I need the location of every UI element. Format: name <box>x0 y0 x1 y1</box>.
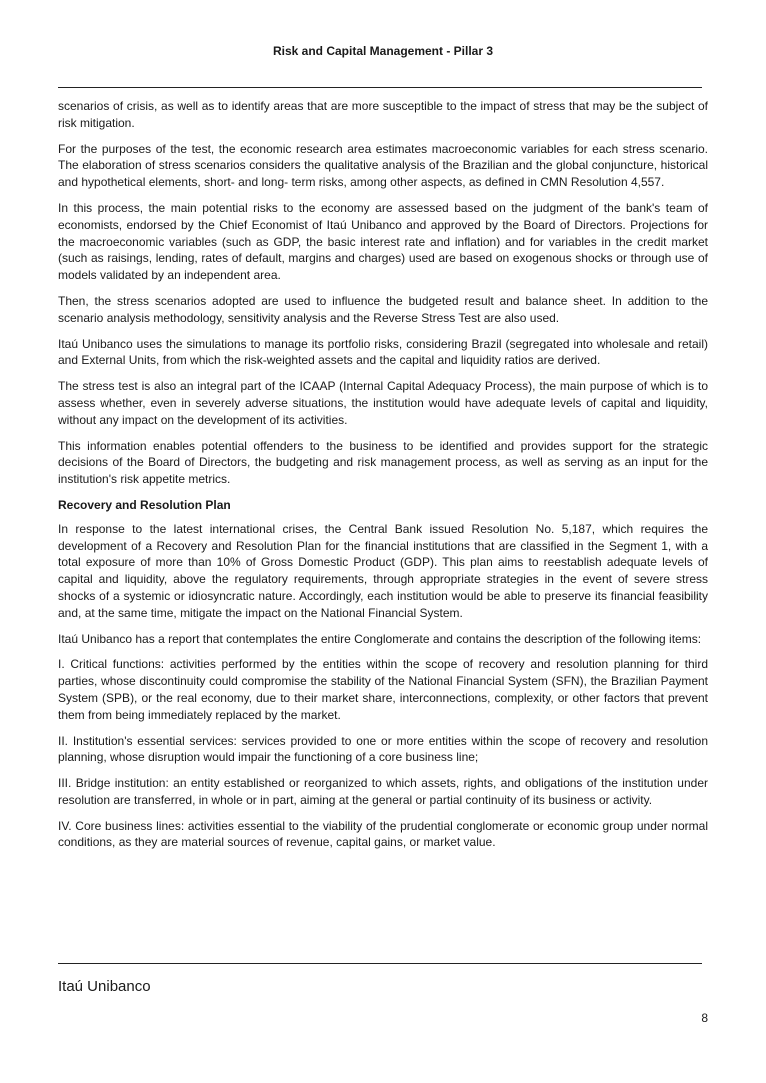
header-divider <box>58 87 702 88</box>
page-number: 8 <box>701 1011 708 1025</box>
footer-divider <box>58 963 702 964</box>
body-paragraph: For the purposes of the test, the economic research area estimates macroeconomic variables for each stress scenario. The elaboration of stress scenarios considers the qualitative analysis of the Brazilian and the global conjuncture, historical and hypothetical elements, short- and long- term risks, among other aspects, as defined in CMN Resolution 4,557. <box>58 141 708 190</box>
body-paragraph: Then, the stress scenarios adopted are used to influence the budgeted result and balance sheet. In addition to the scenario analysis methodology, sensitivity analysis and the Reverse Stress Test are also used. <box>58 293 708 325</box>
body-paragraph: scenarios of crisis, as well as to identify areas that are more susceptible to the impact of stress that may be the subject of risk mitigation. <box>58 99 708 130</box>
body-paragraph: In this process, the main potential risks to the economy are assessed based on the judgment of the bank's team of economists, endorsed by the Chief Economist of Itaú Unibanco and approved by the Board of Directors. Projections for the macroeconomic variables (such as GDP, the basic interest rate and inflation) and for variables in the credit market (such as raisings, lending, rates of default, margins and charges) used are based on exogenous shocks or through use of models validated by an independent area. <box>58 200 708 283</box>
list-item-bridge-institution: III. Bridge institution: an entity established or reorganized to which assets, rights, and obligations of the institution under resolution are transferred, in whole or in part, aiming at the general or partial continuity of its business or activity. <box>58 776 708 807</box>
document-body <box>58 98 708 860</box>
body-paragraph: The stress test is also an integral part of the ICAAP (Internal Capital Adequacy Process), the main purpose of which is to assess whether, even in severely adverse situations, the institution would have adequate levels of capital and liquidity, without any impact on the development of its activities. <box>58 379 708 427</box>
list-item-essential-services: II. Institution's essential services: services provided to one or more entities within the scope of recovery and resolution planning, whose disruption would impair the functioning of a core business line; <box>58 733 708 765</box>
list-item-critical-functions: I. Critical functions: activities performed by the entities within the scope of recovery and resolution planning for third parties, whose discontinuity could compromise the stability of the National Financial System (SFN), the Brazilian Payment System (SPB), or the real economy, due to their market share, interconnections, complexity, or other factors that prevent them from being immediately replaced by the market. <box>58 657 708 722</box>
list-item-core-business-lines: IV. Core business lines: activities essential to the viability of the prudential conglomerate or economic group under normal conditions, as they are material sources of revenue, capital gains, or market value. <box>58 818 708 850</box>
body-paragraph: This information enables potential offenders to the business to be identified and provides support for the strategic decisions of the Board of Directors, the budgeting and risk management process, as well as serving as an input for the institution's risk appetite metrics. <box>58 438 708 487</box>
footer-brand: Itaú Unibanco <box>58 978 151 995</box>
body-paragraph: In response to the latest international crises, the Central Bank issued Resolution No. 5,187, which requires the development of a Recovery and Resolution Plan for the financial institutions that are classified in the Segment 1, with a total exposure of more than 10% of Gross Domestic Product (GDP). This plan aims to reestablish adequate levels of capital and liquidity, above the regulatory requirements, through appropriate strategies in the event of severe stress shocks of a systemic or idiosyncratic nature. Accordingly, each institution would be able to preserve its financial feasibility and, at the same time, mitigate the impact on the National Financial System. <box>58 521 708 620</box>
body-paragraph: Itaú Unibanco uses the simulations to manage its portfolio risks, considering Brazil (segregated into wholesale and retail) and External Units, from which the risk-weighted assets and the capital and liquidity ratios are derived. <box>58 336 708 368</box>
page-header-title: Risk and Capital Management - Pillar 3 <box>272 44 494 58</box>
body-paragraph: Itaú Unibanco has a report that contemplates the entire Conglomerate and contains the description of the following items: <box>58 631 702 646</box>
section-heading: Recovery and Resolution Plan <box>58 497 231 512</box>
